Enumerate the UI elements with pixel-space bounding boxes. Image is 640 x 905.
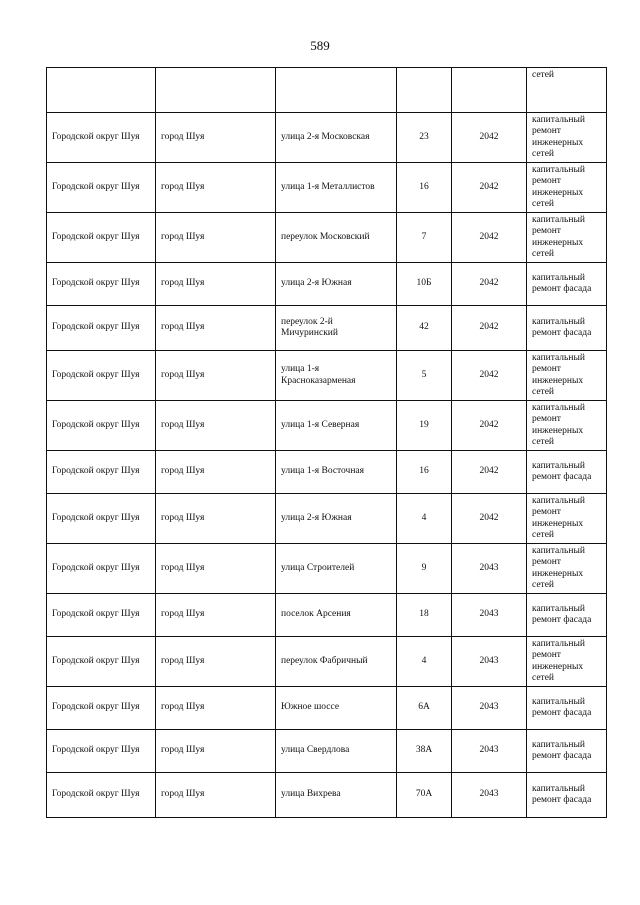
cell-house: 16 <box>397 451 452 494</box>
cell-house: 23 <box>397 113 452 163</box>
cell-work-type: капитальный ремонт инженерных сетей <box>527 494 607 544</box>
cell-municipality: Городской округ Шуя <box>47 637 156 687</box>
cell-house: 18 <box>397 594 452 637</box>
cell-locality: город Шуя <box>156 113 276 163</box>
cell-street: улица Вихрева <box>276 773 397 818</box>
cell-work-type: капитальный ремонт инженерных сетей <box>527 113 607 163</box>
table-row <box>47 351 607 401</box>
cell-work-type: капитальный ремонт фасада <box>527 594 607 637</box>
cell-street: улица Свердлова <box>276 730 397 773</box>
cell-work-type: капитальный ремонт инженерных сетей <box>527 544 607 594</box>
cell-municipality: Городской округ Шуя <box>47 494 156 544</box>
table-row <box>47 306 607 351</box>
cell-street: улица 1-я Красноказарменая <box>276 351 397 401</box>
cell-locality <box>156 68 276 113</box>
cell-year: 2042 <box>452 494 527 544</box>
cell-municipality: Городской округ Шуя <box>47 594 156 637</box>
cell-municipality: Городской округ Шуя <box>47 687 156 730</box>
cell-work-type: капитальный ремонт инженерных сетей <box>527 213 607 263</box>
housing-repair-table <box>46 67 607 818</box>
cell-street: переулок Фабричный <box>276 637 397 687</box>
cell-year: 2042 <box>452 306 527 351</box>
cell-street <box>276 68 397 113</box>
cell-municipality: Городской округ Шуя <box>47 451 156 494</box>
cell-municipality: Городской округ Шуя <box>47 163 156 213</box>
cell-locality: город Шуя <box>156 544 276 594</box>
cell-municipality: Городской округ Шуя <box>47 113 156 163</box>
cell-house: 16 <box>397 163 452 213</box>
table-row <box>47 687 607 730</box>
cell-year: 2043 <box>452 730 527 773</box>
cell-street: Южное шоссе <box>276 687 397 730</box>
cell-house: 10Б <box>397 263 452 306</box>
cell-street: улица 2-я Южная <box>276 494 397 544</box>
cell-year: 2043 <box>452 637 527 687</box>
cell-locality: город Шуя <box>156 263 276 306</box>
table-row <box>47 544 607 594</box>
cell-locality: город Шуя <box>156 401 276 451</box>
cell-locality: город Шуя <box>156 773 276 818</box>
cell-locality: город Шуя <box>156 451 276 494</box>
table-row <box>47 113 607 163</box>
cell-work-type: капитальный ремонт инженерных сетей <box>527 401 607 451</box>
cell-house <box>397 68 452 113</box>
cell-locality: город Шуя <box>156 594 276 637</box>
page-number: 589 <box>310 38 330 53</box>
table-row <box>47 637 607 687</box>
cell-house: 7 <box>397 213 452 263</box>
cell-house: 5 <box>397 351 452 401</box>
cell-street: улица 1-я Северная <box>276 401 397 451</box>
cell-locality: город Шуя <box>156 637 276 687</box>
cell-house: 9 <box>397 544 452 594</box>
cell-municipality: Городской округ Шуя <box>47 773 156 818</box>
cell-year: 2042 <box>452 163 527 213</box>
cell-work-type: капитальный ремонт фасада <box>527 730 607 773</box>
cell-locality: город Шуя <box>156 163 276 213</box>
cell-work-type: капитальный ремонт фасада <box>527 687 607 730</box>
cell-municipality: Городской округ Шуя <box>47 544 156 594</box>
table-row <box>47 451 607 494</box>
cell-locality: город Шуя <box>156 351 276 401</box>
cell-street: улица 2-я Южная <box>276 263 397 306</box>
cell-year <box>452 68 527 113</box>
cell-year: 2042 <box>452 113 527 163</box>
cell-locality: город Шуя <box>156 687 276 730</box>
cell-municipality: Городской округ Шуя <box>47 730 156 773</box>
cell-street: улица 1-я Металлистов <box>276 163 397 213</box>
cell-house: 42 <box>397 306 452 351</box>
cell-house: 4 <box>397 494 452 544</box>
table-row <box>47 401 607 451</box>
table-row <box>47 263 607 306</box>
cell-work-type: капитальный ремонт инженерных сетей <box>527 351 607 401</box>
cell-year: 2042 <box>452 451 527 494</box>
cell-street: поселок Арсения <box>276 594 397 637</box>
cell-locality: город Шуя <box>156 494 276 544</box>
cell-locality: город Шуя <box>156 730 276 773</box>
cell-house: 70А <box>397 773 452 818</box>
cell-locality: город Шуя <box>156 213 276 263</box>
table-body <box>47 68 607 818</box>
cell-street: улица 2-я Московская <box>276 113 397 163</box>
cell-work-type: капитальный ремонт инженерных сетей <box>527 163 607 213</box>
cell-year: 2042 <box>452 351 527 401</box>
cell-year: 2042 <box>452 263 527 306</box>
table-row-continued <box>47 68 607 113</box>
table-row <box>47 494 607 544</box>
cell-work-type: капитальный ремонт фасада <box>527 451 607 494</box>
table-row <box>47 163 607 213</box>
cell-street: улица Строителей <box>276 544 397 594</box>
cell-year: 2043 <box>452 687 527 730</box>
cell-work-type: капитальный ремонт инженерных сетей <box>527 637 607 687</box>
cell-work-type: сетей <box>527 68 607 113</box>
cell-house: 19 <box>397 401 452 451</box>
cell-year: 2042 <box>452 401 527 451</box>
cell-work-type: капитальный ремонт фасада <box>527 306 607 351</box>
cell-municipality: Городской округ Шуя <box>47 213 156 263</box>
cell-year: 2043 <box>452 594 527 637</box>
cell-municipality: Городской округ Шуя <box>47 306 156 351</box>
table-row <box>47 730 607 773</box>
cell-house: 6А <box>397 687 452 730</box>
table-row <box>47 773 607 818</box>
cell-street: переулок Московский <box>276 213 397 263</box>
cell-street: переулок 2-й Мичуринский <box>276 306 397 351</box>
cell-house: 38А <box>397 730 452 773</box>
cell-street: улица 1-я Восточная <box>276 451 397 494</box>
cell-municipality <box>47 68 156 113</box>
cell-work-type: капитальный ремонт фасада <box>527 773 607 818</box>
table-row <box>47 594 607 637</box>
cell-year: 2042 <box>452 213 527 263</box>
cell-municipality: Городской округ Шуя <box>47 401 156 451</box>
table-row <box>47 213 607 263</box>
cell-municipality: Городской округ Шуя <box>47 351 156 401</box>
cell-municipality: Городской округ Шуя <box>47 263 156 306</box>
cell-house: 4 <box>397 637 452 687</box>
cell-work-type: капитальный ремонт фасада <box>527 263 607 306</box>
cell-year: 2043 <box>452 773 527 818</box>
cell-locality: город Шуя <box>156 306 276 351</box>
cell-year: 2043 <box>452 544 527 594</box>
